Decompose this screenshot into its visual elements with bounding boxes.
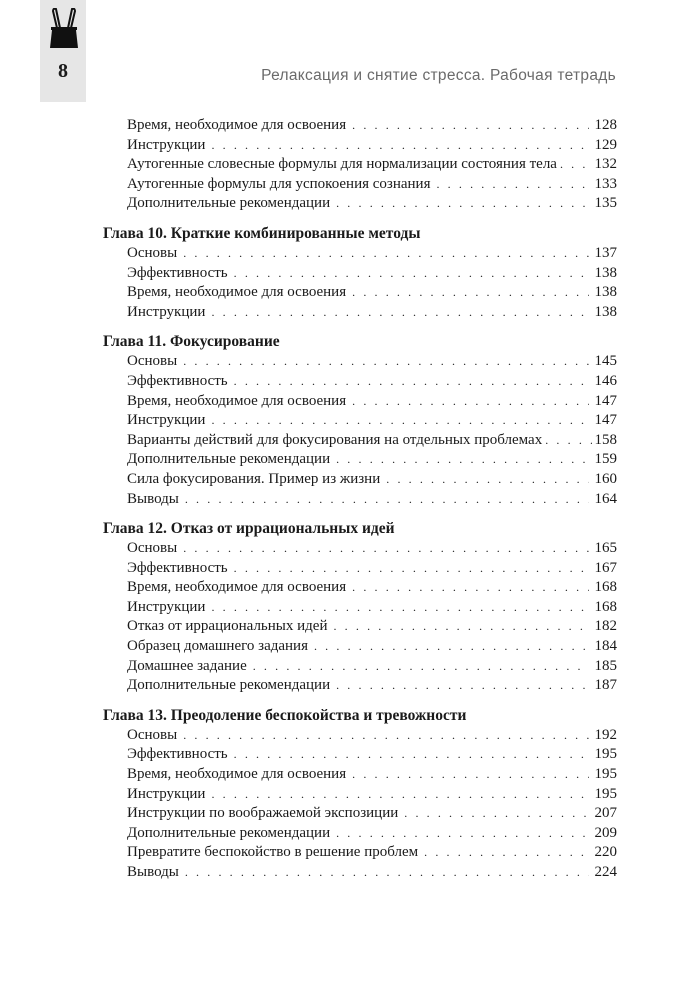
dot-leader [211,136,588,156]
toc-entry-title: Дополнительные рекомендации [127,677,331,694]
dot-leader [386,470,588,490]
toc-entry [103,863,617,883]
toc-entry-title: Время, необходимое для освоения [127,579,347,596]
toc-entry-title: Домашнее задание [127,657,247,674]
dot-leader [352,578,588,598]
toc-entry-page: 147 [594,412,617,429]
toc-entry-page: 147 [594,392,617,409]
toc-entry-title: Инструкции [127,785,206,802]
toc-entry [103,283,617,303]
toc-entry [103,657,617,677]
toc-entry-title: Инструкции [127,136,206,153]
toc-entry-title: Инструкции [127,598,206,615]
dot-leader [183,352,588,372]
toc-entry-page: 195 [594,746,617,763]
chapter-title: Глава 10. Краткие комбинированные методы [103,224,421,242]
toc-entry-page: 164 [594,490,617,507]
toc-entry-title: Дополнительные рекомендации [127,824,331,841]
toc-entry-page: 187 [594,677,617,694]
chapter-title: Глава 13. Преодоление беспокойства и тревожности [103,706,467,724]
toc-entry [103,804,617,824]
toc-entry-page: 224 [594,864,617,880]
dot-leader [336,824,588,844]
dot-leader [314,637,589,657]
toc-entry [103,470,617,490]
toc-entry-page: 195 [594,785,617,802]
toc-entry-title: Дополнительные рекомендации [127,451,331,468]
toc-entry [103,490,617,510]
toc-entry [103,617,617,637]
dot-leader [183,726,588,746]
dot-leader [436,175,588,195]
dot-leader [211,303,588,323]
toc-entry-page: 168 [594,579,617,596]
leading-entries [103,116,617,214]
toc-entry [103,598,617,618]
dot-leader [336,450,588,470]
toc-entry [103,676,617,696]
toc-entry [103,175,617,195]
toc-entry-title: Эффективность [127,372,228,389]
toc-entry-title: Эффективность [127,264,228,281]
toc-entry-title: Выводы [127,864,179,880]
chapter-title: Глава 11. Фокусирование [103,333,280,351]
chapter-10 [103,223,617,322]
toc-entry-page: 192 [594,726,617,743]
running-title: Релаксация и снятие стресса. Рабочая тетрадь [261,67,616,84]
toc-entry-title: Аутогенные формулы для успокоения сознания [127,175,431,192]
toc-entry-page: 207 [594,805,617,822]
toc-entry [103,431,617,451]
dot-leader [183,539,588,559]
toc-entry-title: Инструкции по воображаемой экспозиции [127,805,399,822]
toc-entry-title: Время, необходимое для освоения [127,117,347,133]
toc-entry [103,244,617,264]
toc-entry-page: 138 [594,303,617,320]
dot-leader [352,283,588,303]
toc-entry-page: 184 [594,638,617,655]
toc-entry-page: 209 [594,824,617,841]
toc-entry [103,824,617,844]
table-of-contents [103,116,617,883]
toc-entry-page: 128 [594,117,617,133]
toc-entry-page: 137 [594,244,617,261]
chapter-12 [103,518,617,696]
toc-entry-page: 185 [594,657,617,674]
toc-entry-title: Основы [127,726,178,743]
dot-leader [234,559,589,579]
toc-entry [103,372,617,392]
dot-leader [211,411,588,431]
toc-entry-title: Время, необходимое для освоения [127,392,347,409]
toc-entry-page: 138 [594,284,617,301]
toc-entry-title: Аутогенные словесные формулы для нормализации состояния тела [127,156,557,173]
dot-leader [183,244,588,264]
chapter-title: Глава 12. Отказ от иррациональных идей [103,520,395,538]
toc-entry [103,726,617,746]
toc-entry-page: 168 [594,598,617,615]
toc-entry-page: 195 [594,766,617,783]
toc-entry-title: Эффективность [127,559,228,576]
toc-entry [103,136,617,156]
toc-entry [103,264,617,284]
toc-entry-title: Сила фокусирования. Пример из жизни [127,470,381,487]
chapter-11 [103,331,617,509]
toc-entry [103,352,617,372]
dot-leader [560,155,592,175]
toc-entry-page: 132 [594,156,617,173]
toc-entry [103,578,617,598]
toc-entry-title: Основы [127,540,178,557]
toc-entry-title: Превратите беспокойство в решение проблем [127,844,419,861]
toc-entry-page: 129 [594,136,617,153]
toc-entry-page: 145 [594,353,617,370]
dot-leader [336,194,588,214]
dot-leader [336,676,588,696]
toc-entry [103,559,617,579]
toc-entry-title: Основы [127,244,178,261]
toc-entry [103,539,617,559]
dot-leader [185,490,589,510]
binder-clip-icon [48,8,80,48]
toc-entry-page: 182 [594,618,617,635]
toc-entry-title: Основы [127,353,178,370]
dot-leader [333,617,588,637]
toc-entry-page: 165 [594,540,617,557]
toc-entry-page: 160 [594,470,617,487]
dot-leader [545,431,591,451]
toc-entry-title: Время, необходимое для освоения [127,284,347,301]
dot-leader [352,116,588,136]
toc-entry [103,392,617,412]
dot-leader [352,765,588,785]
toc-entry-page: 133 [594,175,617,192]
toc-entry-page: 138 [594,264,617,281]
page-number: 8 [58,60,68,82]
toc-entry-page: 159 [594,451,617,468]
toc-entry [103,843,617,863]
toc-entry-page: 220 [594,844,617,861]
dot-leader [404,804,588,824]
toc-entry-title: Инструкции [127,412,206,429]
toc-entry-title: Выводы [127,490,179,507]
toc-entry-title: Эффективность [127,746,228,763]
toc-entry [103,194,617,214]
toc-entry-page: 135 [594,195,617,212]
toc-entry-page: 167 [594,559,617,576]
dot-leader [253,657,589,677]
toc-entry [103,303,617,323]
toc-entry-title: Инструкции [127,303,206,320]
toc-entry-page: 146 [594,372,617,389]
dot-leader [185,863,589,883]
toc-entry [103,411,617,431]
toc-entry [103,155,617,175]
dot-leader [352,392,588,412]
toc-entry [103,765,617,785]
chapter-13 [103,705,617,883]
dot-leader [211,785,588,805]
dot-leader [234,745,589,765]
toc-entry-title: Отказ от иррациональных идей [127,618,328,635]
dot-leader [424,843,588,863]
toc-entry [103,785,617,805]
toc-entry-title: Время, необходимое для освоения [127,766,347,783]
toc-entry [103,745,617,765]
toc-entry [103,637,617,657]
toc-entry-title: Варианты действий для фокусирования на отдельных проблемах [127,431,543,448]
toc-entry-title: Образец домашнего задания [127,638,308,655]
dot-leader [234,372,589,392]
toc-entry [103,116,617,136]
toc-entry [103,450,617,470]
toc-entry-page: 158 [594,431,617,448]
dot-leader [211,598,588,618]
toc-entry-title: Дополнительные рекомендации [127,195,331,212]
dot-leader [234,264,589,284]
